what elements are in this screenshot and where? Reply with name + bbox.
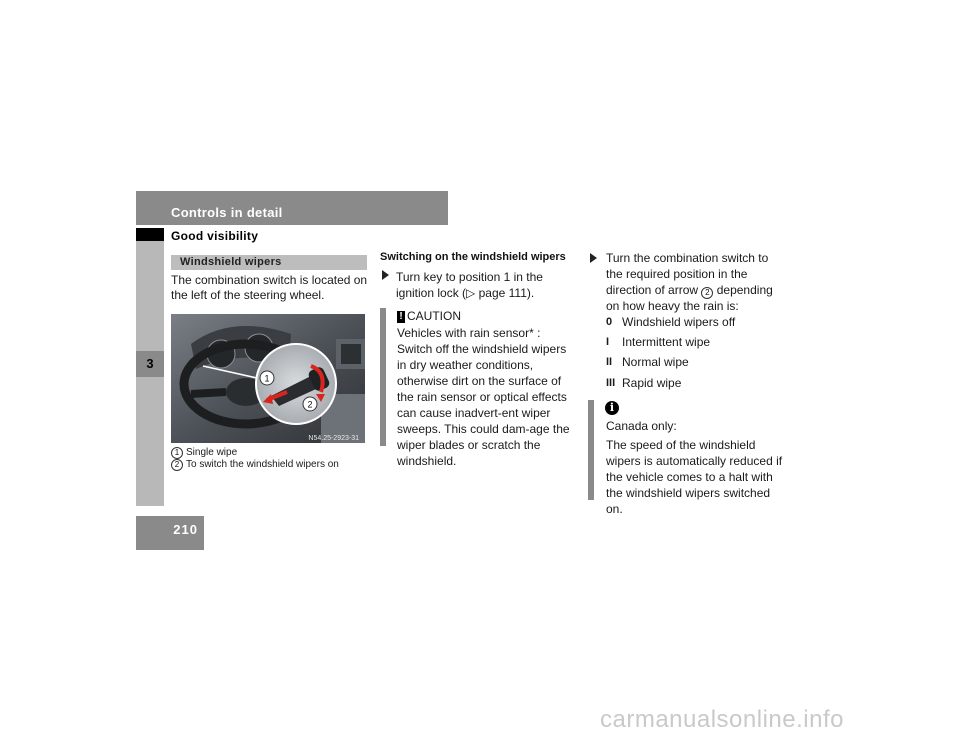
- windshield-wipers-title: Windshield wipers: [180, 256, 282, 268]
- caption-single-wipe: Single wipe: [186, 447, 238, 458]
- step-arrow-icon: [382, 270, 389, 280]
- position-key-0: 0: [606, 316, 613, 328]
- intro-text: The combination switch is located on the left of the steering wheel.: [171, 273, 368, 302]
- photo-callout-1: 1: [264, 373, 270, 384]
- caution-body: Vehicles with rain sensor* : Switch off the windshield wipers in dry weather conditions, otherwise dirt on the surface of the rain sensor or optical effects can cause inadvert-ent wiper sweeps. This could dam-age the wiper blades or scratch the windshield.: [397, 326, 570, 468]
- caution-side-bar: [380, 308, 386, 446]
- combination-switch-photo: [171, 314, 365, 443]
- step-turn-switch: [606, 250, 786, 314]
- position-label-rapid: Rapid wipe: [622, 376, 682, 390]
- position-key-ii: II: [606, 356, 613, 368]
- caution-heading: CAUTION: [407, 309, 461, 323]
- chapter-number: 3: [146, 356, 154, 371]
- position-key-i: I: [606, 336, 610, 348]
- subsection-marker: [136, 228, 164, 241]
- position-label-intermittent: Intermittent wipe: [622, 335, 711, 349]
- info-heading: Canada only:: [606, 419, 677, 433]
- info-icon: i: [605, 401, 619, 415]
- photo-code: N54.25-2923-31: [308, 435, 359, 442]
- arrow-2-ref: 2: [701, 287, 713, 299]
- info-side-bar: [588, 400, 594, 500]
- info-body: The speed of the windshield wipers is automatically reduced if the vehicle comes to a halt with the windshield wipers switched on.: [606, 438, 783, 516]
- page-number: 210: [173, 522, 198, 537]
- caption-2-number: 2: [171, 459, 183, 471]
- watermark: carmanualsonline.info: [600, 706, 844, 733]
- step-arrow-icon: [590, 253, 597, 263]
- switching-on-heading: Switching on the windshield wipers: [380, 251, 566, 263]
- caution-icon: !: [397, 311, 405, 323]
- step2-text-end: depending on how heavy the rain is:: [606, 283, 773, 313]
- photo-callout-2: 2: [307, 399, 313, 410]
- step-turn-key: Turn key to position 1 in the ignition lock (▷ page 111).: [396, 270, 543, 300]
- caption-switch-on: To switch the windshield wipers on: [186, 459, 339, 470]
- subsection-title: Good visibility: [171, 229, 259, 243]
- step2-text-start: Turn the combination switch to the required position in the direction of arrow: [606, 251, 769, 297]
- position-key-iii: III: [606, 377, 616, 389]
- caption-1-number: 1: [171, 447, 183, 459]
- position-label-off: Windshield wipers off: [622, 315, 736, 329]
- section-title: Controls in detail: [171, 205, 283, 220]
- position-label-normal: Normal wipe: [622, 355, 689, 369]
